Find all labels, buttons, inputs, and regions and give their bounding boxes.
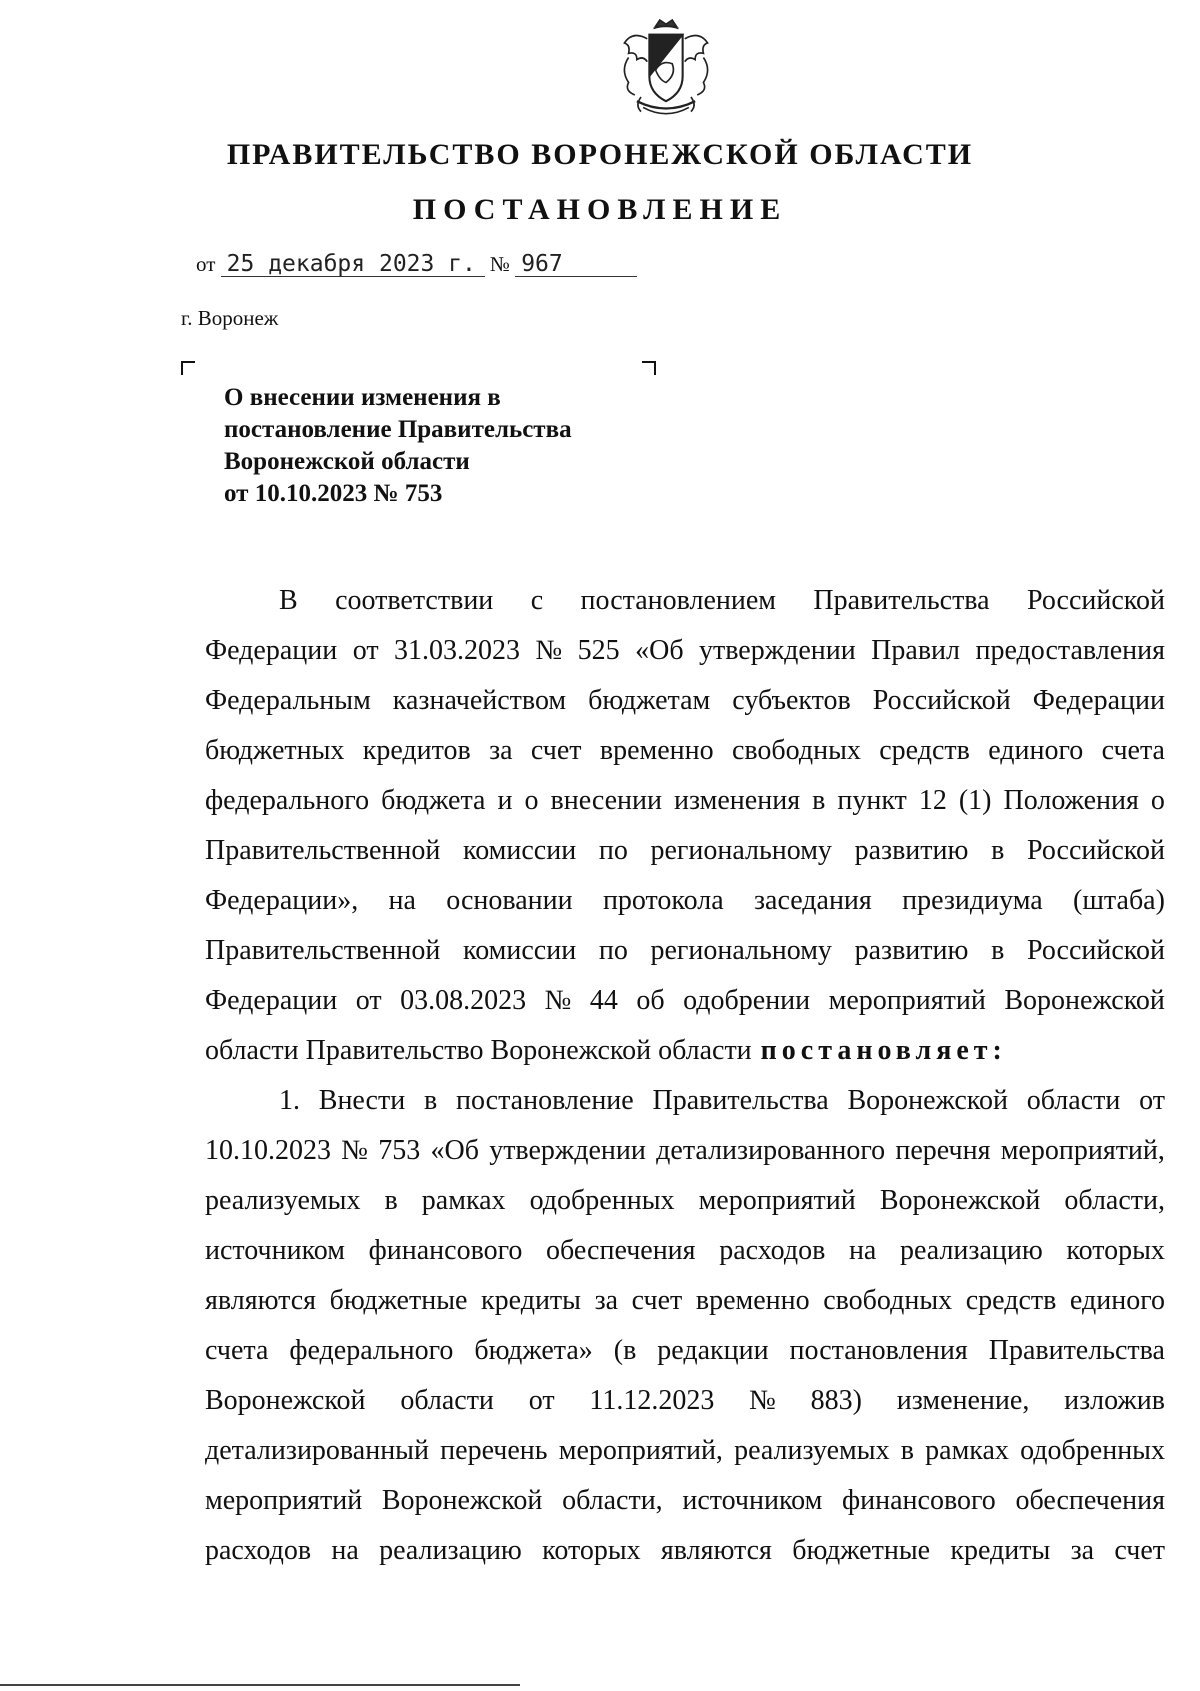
- body-word: области: [1026, 1085, 1121, 1116]
- body-word: редакции: [657, 1335, 769, 1366]
- body-word: Российской: [872, 685, 1011, 716]
- body-word: развитию: [854, 935, 969, 966]
- body-word: средств: [965, 1285, 1057, 1316]
- body-word: федерального: [289, 1335, 454, 1366]
- subject-line: О внесении изменения в: [224, 384, 501, 411]
- body-word: Правительства: [652, 1085, 829, 1116]
- body-word: рамках: [421, 1185, 506, 1216]
- body-word: Российской: [1026, 835, 1165, 866]
- body-line: [205, 726, 1165, 776]
- subject-line: Воронежской области: [224, 448, 470, 475]
- body-word: финансового: [842, 1485, 996, 1516]
- document-date: 25 декабря 2023 г.: [221, 252, 485, 277]
- body-word: по: [598, 835, 628, 866]
- body-word: мероприятий,: [558, 1435, 723, 1466]
- body-word: утверждении: [489, 1135, 646, 1166]
- body-word: детализированного: [656, 1135, 886, 1166]
- body-word: перечня: [895, 1135, 991, 1166]
- body-word: области,: [562, 1485, 663, 1516]
- body-word: единого: [1069, 1285, 1165, 1316]
- body-line: [205, 1426, 1165, 1476]
- body-word: постановления: [789, 1335, 968, 1366]
- body-word: мероприятий,: [1000, 1135, 1165, 1166]
- body-word: и: [497, 785, 513, 816]
- body-word: в: [812, 785, 826, 816]
- body-word: единого: [988, 735, 1084, 766]
- body-word: реализацию: [900, 1235, 1043, 1266]
- body-word: источником: [682, 1485, 823, 1516]
- subject-line: постановление Правительства: [224, 416, 572, 443]
- body-word: в: [991, 935, 1005, 966]
- body-word: от: [1139, 1085, 1165, 1116]
- body-word: федерального: [205, 785, 370, 816]
- body-word: области,: [1064, 1185, 1165, 1216]
- body-word: от: [352, 635, 379, 666]
- body-line: [205, 976, 1165, 1026]
- body-word: детализированный: [205, 1435, 429, 1466]
- body-word: субъектов: [732, 685, 851, 716]
- body-line: [205, 876, 1165, 926]
- body-line: [205, 626, 1165, 676]
- body-word: бюджетные: [329, 1285, 468, 1316]
- body-word: внесении: [550, 785, 662, 816]
- body-word: бюджета: [381, 785, 486, 816]
- body-word: президиума: [902, 885, 1043, 916]
- coat-of-arms-icon: [614, 18, 718, 122]
- body-word: В: [279, 585, 298, 616]
- body-line: [205, 1026, 1165, 1076]
- body-word: которых: [1066, 1235, 1165, 1266]
- body-word: о: [1150, 785, 1165, 816]
- body-word: предоставления: [975, 635, 1165, 666]
- body-word: Федерации»,: [205, 885, 359, 916]
- body-word: 1.: [279, 1085, 300, 1116]
- body-word: кредитов: [362, 735, 471, 766]
- body-word: Правительства: [988, 1335, 1165, 1366]
- body-word: (1): [958, 785, 992, 816]
- body-word: перечень: [440, 1435, 548, 1466]
- body-word: от: [355, 985, 382, 1016]
- body-word: 753: [378, 1135, 421, 1166]
- body-word: изложив: [1064, 1385, 1165, 1416]
- from-label: от: [196, 252, 216, 276]
- body-word: с: [530, 585, 544, 616]
- body-word: региональному: [650, 935, 832, 966]
- body-word: комиссии: [463, 935, 577, 966]
- body-word: реализуемых: [734, 1435, 890, 1466]
- body-word: (в: [613, 1335, 637, 1366]
- subject-line: от 10.10.2023 № 753: [224, 480, 443, 507]
- body-word: обеспечения: [546, 1235, 696, 1266]
- body-word: временно: [599, 735, 714, 766]
- body-word: за: [594, 1285, 619, 1316]
- resolution-keyword: постановляет:: [760, 1035, 1007, 1066]
- body-word: бюджета»: [474, 1335, 593, 1366]
- body-word: комиссии: [463, 835, 577, 866]
- body-word: кредиты: [950, 1535, 1051, 1566]
- body-word: региональному: [650, 835, 832, 866]
- body-line: [205, 1526, 1165, 1576]
- body-line: [205, 1176, 1165, 1226]
- body-word: временно: [695, 1285, 810, 1316]
- body-word: расходов: [205, 1535, 312, 1566]
- body-line: [205, 1376, 1165, 1426]
- body-word: Положения: [1003, 785, 1139, 816]
- body-word: развитию: [854, 835, 969, 866]
- body-word: рамках: [925, 1435, 1009, 1466]
- body-word: счета: [1101, 735, 1165, 766]
- body-word: мероприятий: [698, 1185, 856, 1216]
- body-word: соответствии: [335, 585, 494, 616]
- body-word: утверждении: [699, 635, 856, 666]
- body-word: Российской: [1026, 585, 1165, 616]
- body-word: №: [544, 985, 572, 1016]
- body-word: Федерации: [1032, 685, 1165, 716]
- body-line: [205, 776, 1165, 826]
- body-word: бюджетам: [588, 685, 711, 716]
- body-word: счет: [1114, 1535, 1165, 1566]
- body-word: источником: [205, 1235, 345, 1266]
- body-word: изменения: [674, 785, 801, 816]
- body-word: являются: [660, 1535, 772, 1566]
- body-word: в: [991, 835, 1005, 866]
- document-body: [205, 576, 1165, 1576]
- body-word: №: [749, 1385, 776, 1416]
- body-word: «Об: [635, 635, 684, 666]
- body-word: Воронежской: [879, 1185, 1041, 1216]
- body-word: заседания: [753, 885, 872, 916]
- body-line: [205, 1076, 1165, 1126]
- body-text: области Правительство Воронежской области: [205, 1035, 752, 1066]
- body-line: [205, 1476, 1165, 1526]
- body-line: [205, 1226, 1165, 1276]
- body-word: бюджетные: [792, 1535, 931, 1566]
- body-word: расходов: [719, 1235, 826, 1266]
- body-word: на: [848, 1235, 877, 1266]
- body-word: о: [524, 785, 539, 816]
- body-word: кредиты: [481, 1285, 581, 1316]
- body-word: свободных: [731, 735, 861, 766]
- body-word: Воронежской: [381, 1485, 543, 1516]
- body-word: Федерации: [205, 985, 338, 1016]
- body-word: изменение,: [896, 1385, 1030, 1416]
- body-word: за: [1070, 1535, 1095, 1566]
- subject-bracket-left: [181, 361, 195, 375]
- body-word: за: [489, 735, 513, 766]
- body-word: постановление: [455, 1085, 634, 1116]
- body-word: Воронежской: [847, 1085, 1008, 1116]
- body-word: Правил: [871, 635, 960, 666]
- body-word: Правительственной: [205, 835, 441, 866]
- body-word: в: [423, 1085, 438, 1116]
- body-line: [205, 1326, 1165, 1376]
- body-line: [205, 1276, 1165, 1326]
- date-number-line: [196, 252, 637, 277]
- body-word: счет: [530, 735, 582, 766]
- body-word: протокола: [602, 885, 724, 916]
- body-line: [205, 576, 1165, 626]
- body-word: финансового: [368, 1235, 523, 1266]
- body-word: на: [331, 1535, 359, 1566]
- body-word: Правительственной: [205, 935, 441, 966]
- body-word: Внести: [318, 1085, 406, 1116]
- body-word: бюджетных: [205, 735, 345, 766]
- body-word: в: [900, 1435, 914, 1466]
- body-word: 31.03.2023: [394, 635, 521, 666]
- body-word: 03.08.2023: [400, 985, 527, 1016]
- body-word: пункт: [837, 785, 907, 816]
- body-word: основании: [446, 885, 573, 916]
- body-word: 525: [577, 635, 620, 666]
- body-word: мероприятий: [828, 985, 986, 1016]
- body-word: 12: [918, 785, 947, 816]
- body-word: постановлением: [580, 585, 776, 616]
- body-word: 44: [589, 985, 618, 1016]
- body-word: реализуемых: [205, 1185, 361, 1216]
- body-word: Федеральным: [205, 685, 371, 716]
- body-word: Правительства: [813, 585, 990, 616]
- body-word: Федерации: [205, 635, 338, 666]
- body-word: 11.12.2023: [589, 1385, 715, 1416]
- body-word: реализацию: [379, 1535, 522, 1566]
- body-word: (штаба): [1073, 885, 1165, 916]
- body-word: по: [598, 935, 628, 966]
- body-line: [205, 826, 1165, 876]
- document-type: ПОСТАНОВЛЕНИЕ: [412, 193, 788, 226]
- subject-bracket-right: [642, 361, 656, 375]
- body-word: Воронежской: [205, 1385, 366, 1416]
- body-word: одобрении: [683, 985, 811, 1016]
- body-word: Воронежской: [1004, 985, 1165, 1016]
- body-word: на: [388, 885, 416, 916]
- body-word: являются: [205, 1285, 317, 1316]
- number-label: №: [489, 252, 510, 276]
- body-word: области: [400, 1385, 494, 1416]
- body-word: об: [636, 985, 665, 1016]
- body-word: мероприятий: [205, 1485, 363, 1516]
- body-word: №: [341, 1135, 368, 1166]
- body-word: счета: [205, 1335, 269, 1366]
- body-word: свободных: [823, 1285, 953, 1316]
- body-line: [205, 676, 1165, 726]
- body-line: [205, 926, 1165, 976]
- body-word: обеспечения: [1015, 1485, 1165, 1516]
- organization-title: ПРАВИТЕЛЬСТВО ВОРОНЕЖСКОЙ ОБЛАСТИ: [226, 138, 974, 171]
- body-word: №: [535, 635, 563, 666]
- body-word: одобренных: [1020, 1435, 1165, 1466]
- body-line: [205, 1126, 1165, 1176]
- body-word: Российской: [1026, 935, 1165, 966]
- body-word: средств: [879, 735, 970, 766]
- body-word: которых: [542, 1535, 641, 1566]
- footer-rule: [0, 1684, 520, 1686]
- body-word: 883): [810, 1385, 862, 1416]
- document-subject: [224, 382, 664, 510]
- body-word: 10.10.2023: [205, 1135, 331, 1166]
- body-word: от: [528, 1385, 555, 1416]
- body-word: счет: [631, 1285, 683, 1316]
- document-number: 967: [515, 252, 637, 277]
- body-word: «Об: [430, 1135, 479, 1166]
- body-word: казначейством: [392, 685, 567, 716]
- city: г. Воронеж: [181, 306, 279, 330]
- body-word: одобренных: [529, 1185, 675, 1216]
- body-word: в: [384, 1185, 398, 1216]
